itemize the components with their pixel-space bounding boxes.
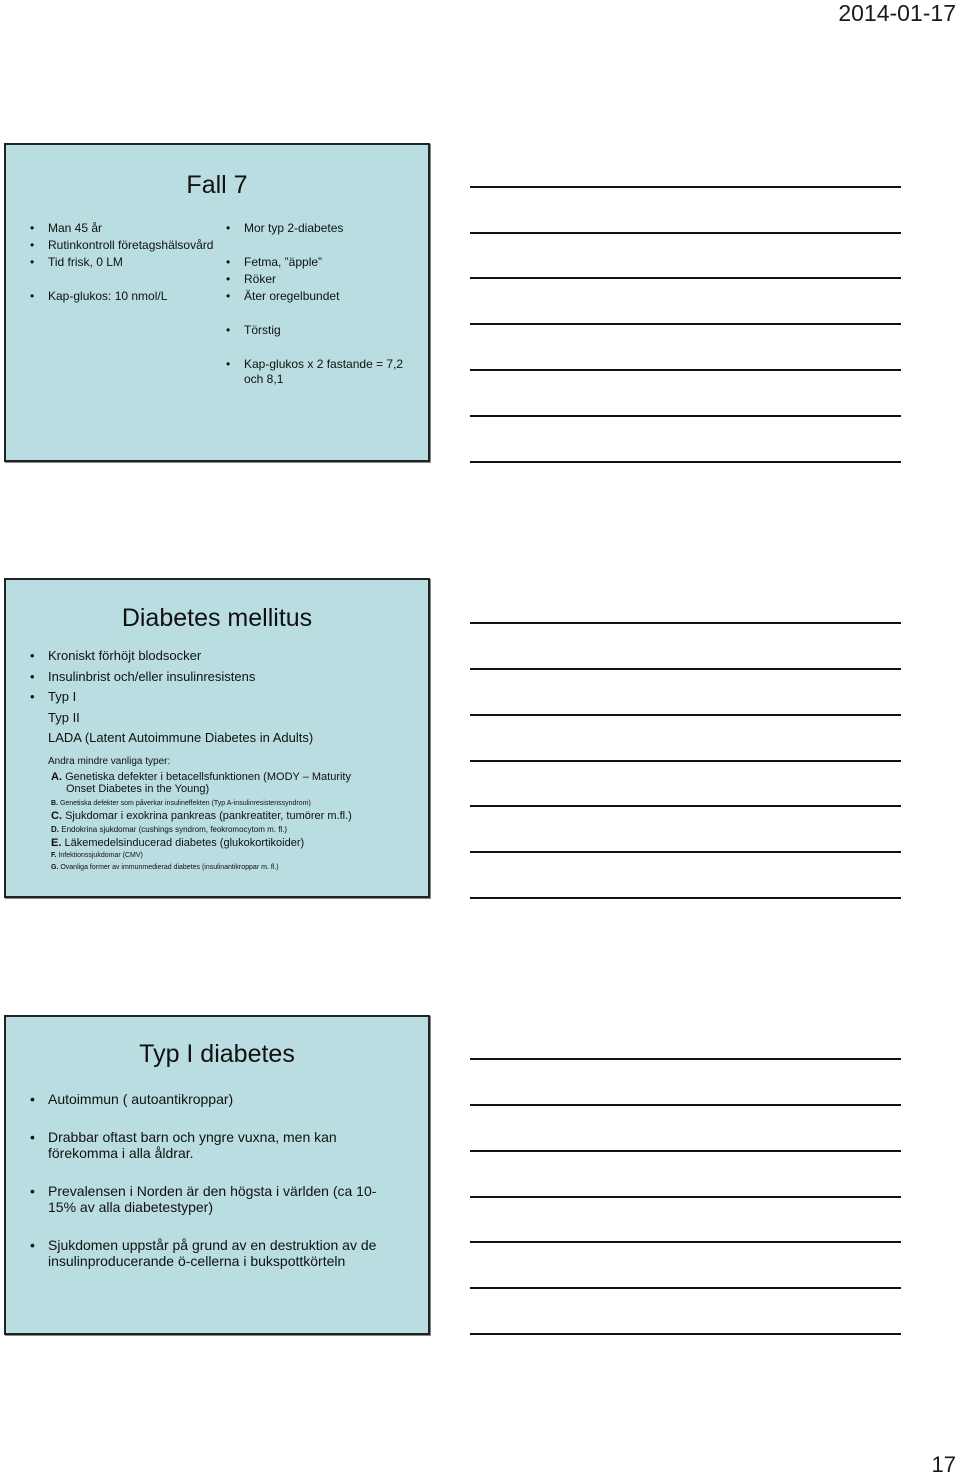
note-line xyxy=(470,1058,901,1060)
risk-factors-list xyxy=(226,221,426,387)
list-item: • Mor typ 2-diabetes xyxy=(226,221,344,235)
note-line xyxy=(470,714,901,716)
list-item: G. Ovanliga former av immunmedierad diabetes (insulinantikroppar m. fl.) xyxy=(51,864,279,871)
slide-fall-7 xyxy=(4,143,430,462)
list-item: Onset Diabetes in the Young) xyxy=(66,783,210,795)
slide-title: Fall 7 xyxy=(186,171,248,199)
other-types-heading: Andra mindre vanliga typer: xyxy=(48,756,171,767)
slide-title: Typ I diabetes xyxy=(139,1040,295,1068)
definition-list xyxy=(30,648,420,751)
note-line xyxy=(470,323,901,325)
typ-i-facts-list xyxy=(30,1091,420,1269)
note-line xyxy=(470,186,901,188)
list-item: Typ II xyxy=(48,709,80,725)
note-line xyxy=(470,622,901,624)
list-item: D. Endokrina sjukdomar (cushings syndrom, feokromocytom m. fl.) xyxy=(51,825,288,834)
list-item: • Röker xyxy=(226,272,277,286)
page-number: 17 xyxy=(931,1452,956,1477)
list-item: • Drabbar oftast barn och yngre vuxna, men kan förekomma i alla åldrar. xyxy=(30,1129,337,1161)
note-line xyxy=(470,1104,901,1106)
list-item: • Fetma, ”äpple” xyxy=(226,255,323,269)
list-item: • Tid frisk, 0 LM xyxy=(30,255,123,269)
note-line xyxy=(470,1196,901,1198)
list-item: • Törstig xyxy=(226,323,281,337)
note-line xyxy=(470,1241,901,1243)
list-item: • Prevalensen i Norden är den högsta i världen (ca 10- 15% av alla diabetestyper) xyxy=(30,1183,377,1215)
list-item: • Kap-glukos x 2 fastande = 7,2 och 8,1 xyxy=(226,357,404,386)
list-item: • Autoimmun ( autoantikroppar) xyxy=(30,1091,234,1107)
slide-diabetes-mellitus xyxy=(4,578,430,898)
list-item: • Äter oregelbundet xyxy=(226,289,340,303)
note-line xyxy=(470,760,901,762)
header-date: 2014-01-17 xyxy=(838,0,956,26)
list-item: • Typ I xyxy=(30,689,77,704)
note-line xyxy=(470,805,901,807)
list-item: F. Infektionssjukdomar (CMV) xyxy=(51,852,143,859)
note-line xyxy=(470,277,901,279)
list-item: • Rutinkontroll företagshälsovård xyxy=(30,238,214,252)
patient-facts-list xyxy=(30,221,220,306)
list-item: • Kroniskt förhöjt blodsocker xyxy=(30,648,202,663)
list-item: E. Läkemedelsinducerad diabetes (glukokortikoider) xyxy=(51,837,305,849)
note-line xyxy=(470,668,901,670)
list-item: • Kap-glukos: 10 nmol/L xyxy=(30,289,168,303)
other-types-list xyxy=(51,771,421,874)
list-item: • Man 45 år xyxy=(30,221,103,235)
note-line xyxy=(470,897,901,899)
note-line xyxy=(470,1150,901,1152)
note-line xyxy=(470,851,901,853)
list-item: LADA (Latent Autoimmune Diabetes in Adults) xyxy=(48,730,314,745)
list-item: B. Genetiska defekter som påverkar insulineffekten (Typ A-insulinresistenssyndrom) xyxy=(51,800,311,807)
note-line xyxy=(470,232,901,234)
list-item: A. Genetiska defekter i betacellsfunktionen (MODY – Maturity xyxy=(51,771,351,783)
note-line xyxy=(470,369,901,371)
slide-title: Diabetes mellitus xyxy=(121,604,313,632)
list-item: C. Sjukdomar i exokrina pankreas (pankreatiter, tumörer m.fl.) xyxy=(51,810,352,822)
slide-typ-i-diabetes xyxy=(4,1015,430,1335)
note-line xyxy=(470,415,901,417)
note-line xyxy=(470,1287,901,1289)
list-item: • Insulinbrist och/eller insulinresistens xyxy=(30,668,256,684)
note-line xyxy=(470,1333,901,1335)
note-line xyxy=(470,461,901,463)
list-item: • Sjukdomen uppstår på grund av en destruktion av de insulinproducerande ö-cellerna i bukspottkörteln xyxy=(30,1237,377,1269)
